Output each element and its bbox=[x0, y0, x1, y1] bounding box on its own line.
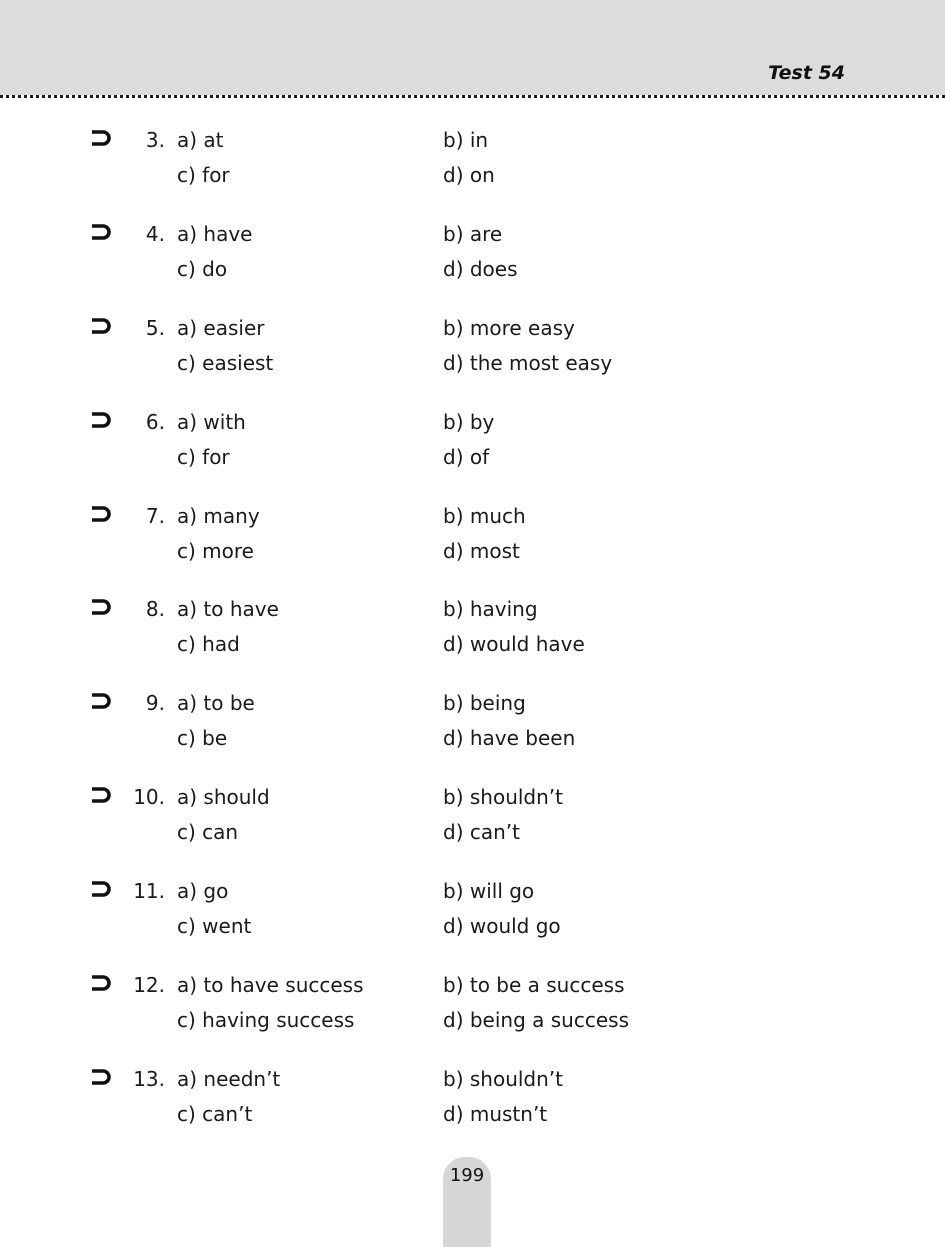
question-item bbox=[0, 222, 945, 292]
question-number: 8. bbox=[145, 597, 165, 621]
question-item bbox=[0, 504, 945, 574]
option-a: a) have bbox=[177, 222, 253, 246]
arrow-bullet-icon bbox=[90, 410, 114, 430]
page-number-tab bbox=[443, 1157, 491, 1247]
option-b: b) are bbox=[443, 222, 503, 246]
question-number: 6. bbox=[145, 410, 165, 434]
question-number: 4. bbox=[145, 222, 165, 246]
question-number: 9. bbox=[145, 691, 165, 715]
question-item bbox=[0, 1067, 945, 1137]
option-c: c) can’t bbox=[177, 1102, 253, 1126]
option-c: c) went bbox=[177, 914, 252, 938]
arrow-bullet-icon bbox=[90, 785, 114, 805]
option-d: d) can’t bbox=[443, 820, 520, 844]
header-divider bbox=[0, 95, 945, 98]
arrow-bullet-icon bbox=[90, 316, 114, 336]
question-number: 3. bbox=[145, 128, 165, 152]
option-a: a) to be bbox=[177, 691, 255, 715]
arrow-bullet-icon bbox=[90, 504, 114, 524]
option-c: c) do bbox=[177, 257, 228, 281]
option-c: c) for bbox=[177, 163, 230, 187]
option-c: c) for bbox=[177, 445, 230, 469]
page-header bbox=[0, 0, 945, 95]
option-d: d) on bbox=[443, 163, 495, 187]
question-item bbox=[0, 691, 945, 761]
option-c: c) easiest bbox=[177, 351, 274, 375]
option-b: b) in bbox=[443, 128, 489, 152]
option-d: d) of bbox=[443, 445, 490, 469]
option-d: d) being a success bbox=[443, 1008, 629, 1032]
question-item bbox=[0, 879, 945, 949]
question-number: 13. bbox=[133, 1067, 165, 1091]
question-item bbox=[0, 973, 945, 1043]
question-item bbox=[0, 316, 945, 386]
option-a: a) easier bbox=[177, 316, 265, 340]
question-item bbox=[0, 785, 945, 855]
option-d: d) have been bbox=[443, 726, 576, 750]
option-b: b) will go bbox=[443, 879, 535, 903]
question-number: 11. bbox=[133, 879, 165, 903]
option-d: d) would go bbox=[443, 914, 561, 938]
option-a: a) needn’t bbox=[177, 1067, 281, 1091]
option-b: b) shouldn’t bbox=[443, 1067, 563, 1091]
arrow-bullet-icon bbox=[90, 222, 114, 242]
option-d: d) mustn’t bbox=[443, 1102, 548, 1126]
arrow-bullet-icon bbox=[90, 1067, 114, 1087]
question-number: 5. bbox=[145, 316, 165, 340]
option-a: a) go bbox=[177, 879, 229, 903]
option-d: d) would have bbox=[443, 632, 585, 656]
option-d: d) the most easy bbox=[443, 351, 613, 375]
option-c: c) having success bbox=[177, 1008, 355, 1032]
option-a: a) at bbox=[177, 128, 224, 152]
option-b: b) much bbox=[443, 504, 526, 528]
question-item bbox=[0, 128, 945, 198]
option-a: a) with bbox=[177, 410, 246, 434]
option-b: b) more easy bbox=[443, 316, 575, 340]
page-number: 199 bbox=[449, 1165, 485, 1186]
option-b: b) to be a success bbox=[443, 973, 625, 997]
question-item bbox=[0, 410, 945, 480]
test-title: Test 54 bbox=[768, 62, 845, 84]
arrow-bullet-icon bbox=[90, 879, 114, 899]
option-d: d) does bbox=[443, 257, 518, 281]
option-a: a) should bbox=[177, 785, 270, 809]
option-a: a) to have success bbox=[177, 973, 364, 997]
question-number: 10. bbox=[133, 785, 165, 809]
arrow-bullet-icon bbox=[90, 973, 114, 993]
question-item bbox=[0, 597, 945, 667]
question-number: 12. bbox=[133, 973, 165, 997]
option-b: b) having bbox=[443, 597, 538, 621]
option-c: c) can bbox=[177, 820, 239, 844]
option-b: b) by bbox=[443, 410, 495, 434]
question-number: 7. bbox=[145, 504, 165, 528]
option-c: c) had bbox=[177, 632, 240, 656]
option-d: d) most bbox=[443, 539, 520, 563]
option-c: c) more bbox=[177, 539, 254, 563]
option-c: c) be bbox=[177, 726, 228, 750]
arrow-bullet-icon bbox=[90, 691, 114, 711]
option-a: a) to have bbox=[177, 597, 279, 621]
arrow-bullet-icon bbox=[90, 597, 114, 617]
option-b: b) being bbox=[443, 691, 526, 715]
option-b: b) shouldn’t bbox=[443, 785, 563, 809]
arrow-bullet-icon bbox=[90, 128, 114, 148]
option-a: a) many bbox=[177, 504, 260, 528]
